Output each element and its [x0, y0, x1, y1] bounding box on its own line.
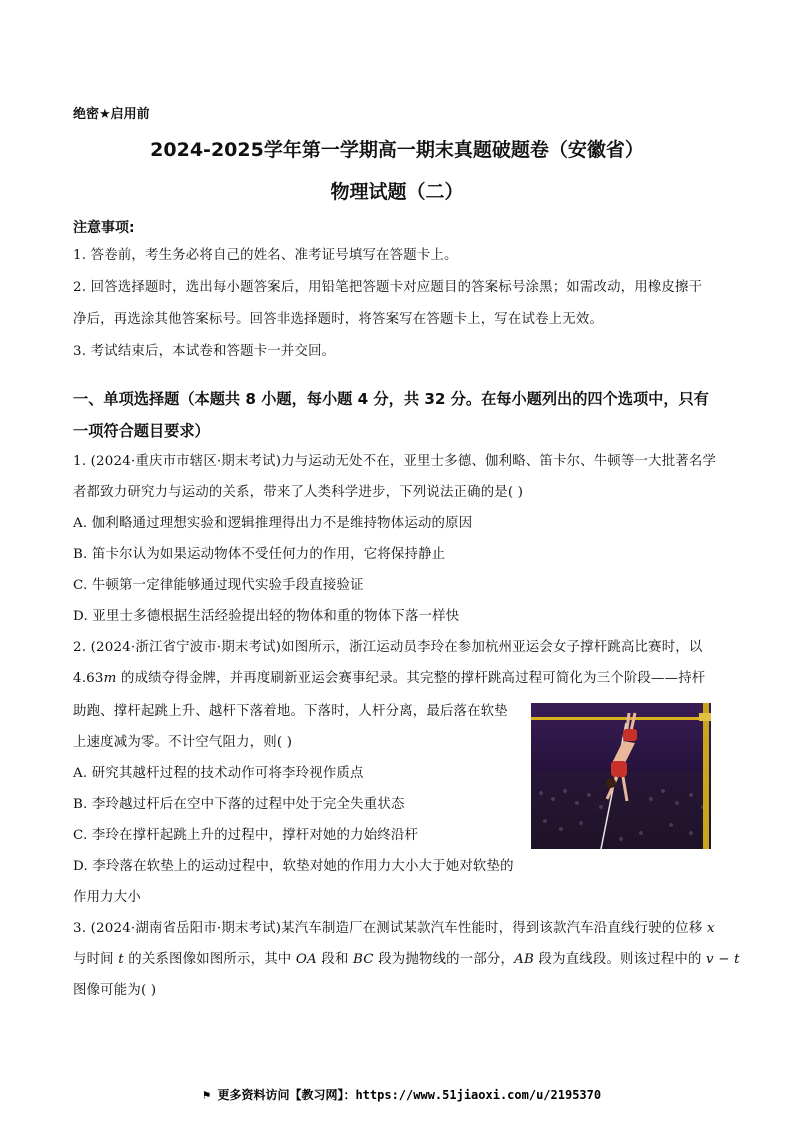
question-2-stem-cont: 上速度减为零。不计空气阻力，则( )	[73, 735, 293, 750]
segment-ab: AB	[514, 952, 535, 967]
question-3-text: 段和	[316, 952, 353, 967]
question-3-text: 段为抛物线的一部分，	[373, 952, 515, 967]
notice-item: 净后，再选涂其他答案标号。回答非选择题时，将答案写在答题卡上，写在试卷上无效。	[73, 312, 604, 327]
pole-vault-illustration	[531, 703, 711, 849]
confidential-label: 绝密★启用前	[73, 107, 150, 122]
question-3-text: 3. (2024·湖南省岳阳市·期末考试)某汽车制造厂在测试某款汽车性能时，得到该款汽车沿直线行驶的位移	[73, 921, 707, 936]
v-t-graph-label: v − t	[706, 952, 740, 967]
pole-vault-photo	[531, 703, 711, 849]
exam-subtitle: 物理试题（二）	[330, 181, 464, 203]
notice-item: 1. 答卷前，考生务必将自己的姓名、准考证号填写在答题卡上。	[73, 248, 458, 263]
question-3-stem-cont	[73, 951, 740, 969]
section-heading: 一、单项选择题（本题共 8 小题，每小题 4 分，共 32 分。在每小题列出的四个选项中，只有	[73, 390, 709, 408]
notice-item: 3. 考试结束后，本试卷和答题卡一并交回。	[73, 344, 336, 359]
section-heading-cont: 一项符合题目要求）	[73, 422, 210, 440]
question-2-text: 的成绩夺得金牌，并再度刷新亚运会赛事纪录。其完整的撑杆跳高过程可简化为三个阶段——持杆	[116, 671, 706, 686]
question-2-option-d-cont: 作用力大小	[73, 890, 141, 905]
question-1-option-c: C. 牛顿第一定律能够通过现代实验手段直接验证	[73, 578, 364, 593]
var-t: t	[118, 952, 124, 967]
notice-item: 2. 回答选择题时，选出每小题答案后，用铅笔把答题卡对应题目的答案标号涂黑；如需改动，用橡皮擦干	[73, 280, 703, 295]
question-1-option-b: B. 笛卡尔认为如果运动物体不受任何力的作用，它将保持静止	[73, 547, 446, 562]
question-1-stem-cont: 者都致力研究力与运动的关系，带来了人类科学进步，下列说法正确的是( )	[73, 485, 524, 500]
question-1-stem: 1. (2024·重庆市市辖区·期末考试)力与运动无处不在，亚里士多德、伽利略、笛卡尔、牛顿等一大批著名学	[73, 454, 717, 469]
question-2-option-d: D. 李玲落在软垫上的运动过程中，软垫对她的作用力大小大于她对软垫的	[73, 859, 514, 874]
exam-title: 2024-2025学年第一学期高一期末真题破题卷（安徽省）	[150, 139, 644, 161]
footer-link[interactable]: 更多资料访问【教习网】：https://www.51jiaoxi.com/u/2195370	[210, 1088, 602, 1102]
question-3-text: 与时间	[73, 952, 119, 967]
footer	[203, 1086, 601, 1103]
record-unit: m	[103, 671, 117, 686]
var-x: x	[706, 921, 715, 936]
question-1-option-d: D. 亚里士多德根据生活经验提出轻的物体和重的物体下落一样快	[73, 609, 460, 624]
flag-icon: ⚑	[203, 1088, 211, 1102]
question-2-option-b: B. 李玲越过杆后在空中下落的过程中处于完全失重状态	[73, 797, 405, 812]
question-2-stem: 2. (2024·浙江省宁波市·期末考试)如图所示，浙江运动员李玲在参加杭州亚运会女子撑杆跳高比赛时，以	[73, 640, 703, 655]
upright	[703, 703, 709, 849]
question-2-stem-cont	[73, 670, 705, 688]
question-3-stem	[73, 920, 715, 938]
segment-bc: BC	[353, 952, 374, 967]
question-2-stem-cont: 助跑、撑杆起跳上升、越杆下落着地。下落时，人杆分离，最后落在软垫	[73, 704, 508, 719]
record-value: 4.63	[73, 671, 104, 686]
question-3-stem-cont: 图像可能为( )	[73, 983, 157, 998]
question-2-option-c: C. 李玲在撑杆起跳上升的过程中，撑杆对她的力始终沿杆	[73, 828, 419, 843]
question-2-option-a: A. 研究其越杆过程的技术动作可将李玲视作质点	[73, 766, 364, 781]
segment-oa: OA	[295, 952, 317, 967]
crossbar	[531, 717, 711, 720]
notice-heading: 注意事项:	[73, 220, 135, 236]
question-1-option-a: A. 伽利略通过理想实验和逻辑推理得出力不是维持物体运动的原因	[73, 516, 473, 531]
question-3-text: 段为直线段。则该过程中的	[534, 952, 707, 967]
question-3-text: 的关系图像如图所示，其中	[123, 952, 296, 967]
